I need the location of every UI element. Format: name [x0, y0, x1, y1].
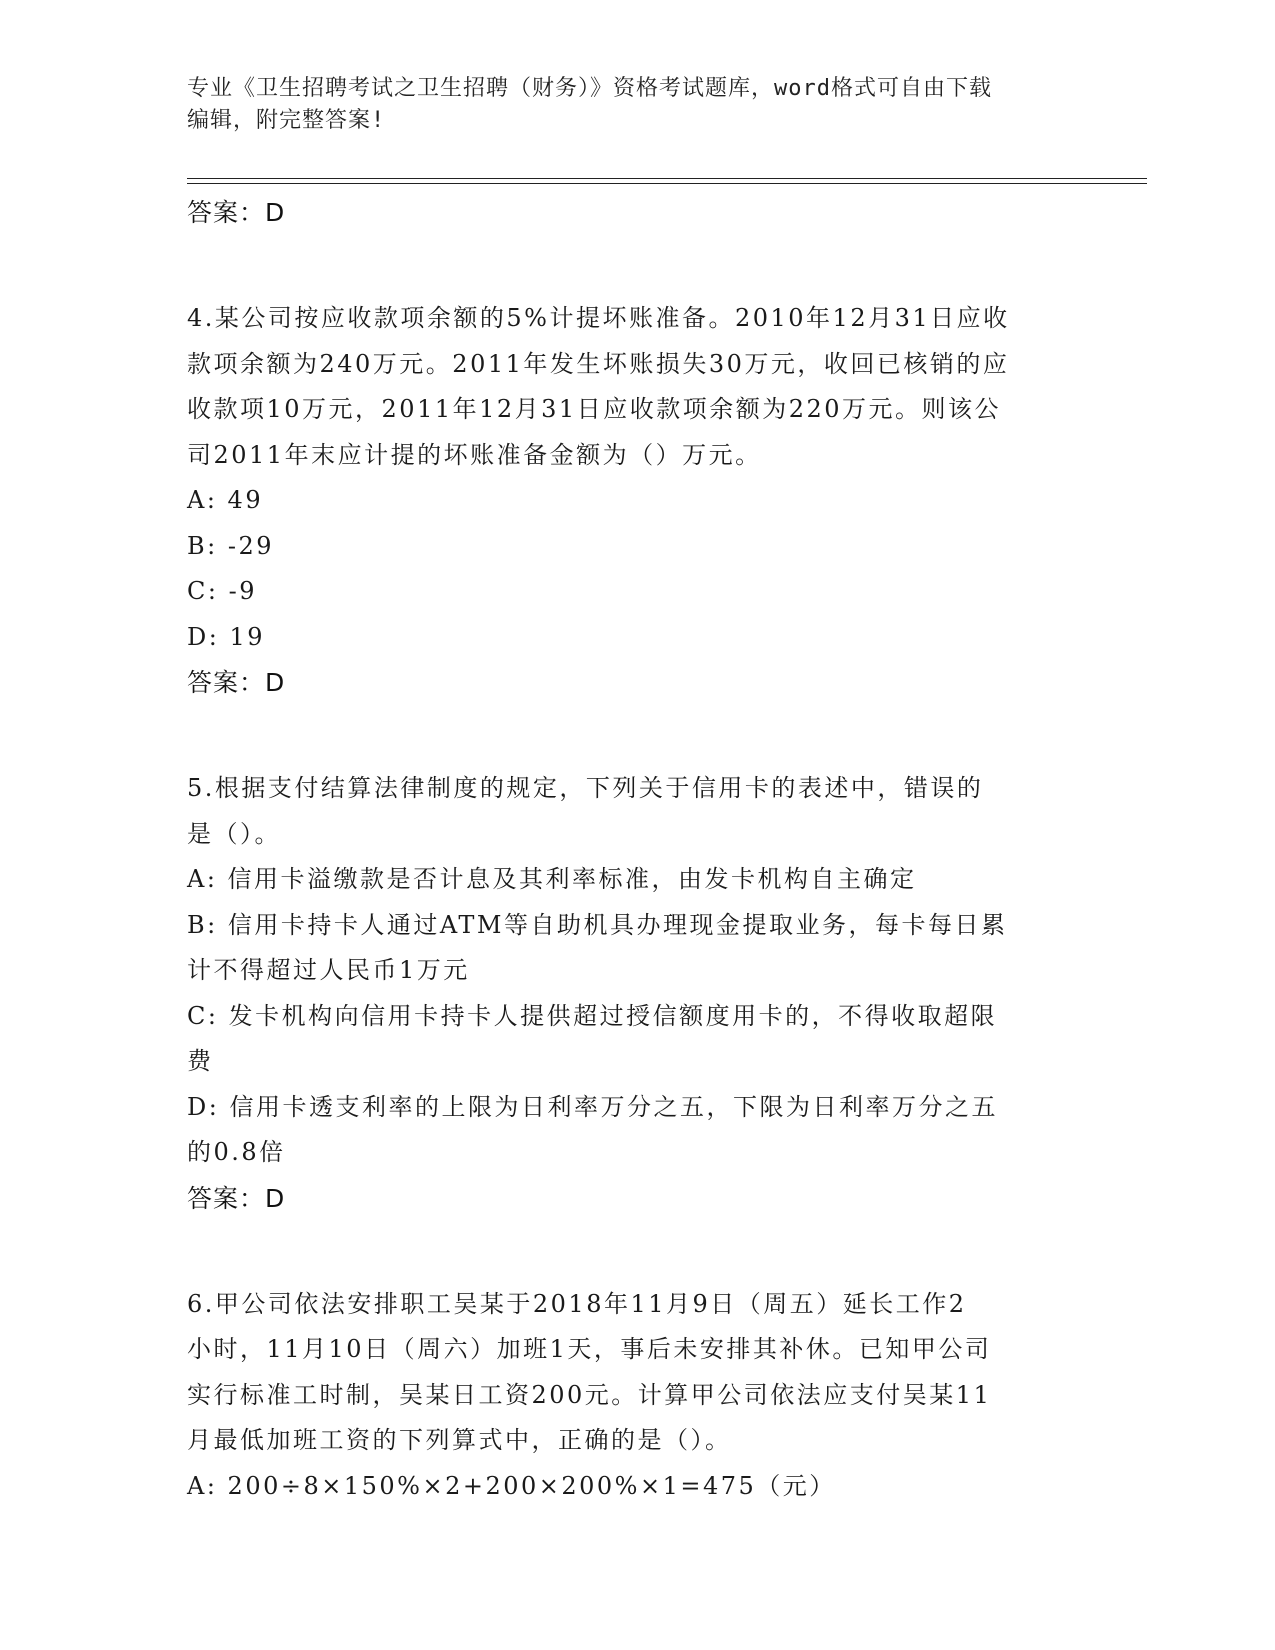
option-a: A: 200÷8×150%×2+200×200%×1=475（元）	[187, 1471, 836, 1500]
header-line-2: 编辑，附完整答案!	[187, 108, 386, 133]
option-d: D: 信用卡透支利率的上限为日利率万分之五，下限为日利率万分之五	[187, 1092, 998, 1121]
spacer	[187, 236, 1087, 296]
option-b: B: 信用卡持卡人通过ATM等自助机具办理现金提取业务，每卡每日累	[187, 910, 1008, 939]
option-a: A: 49	[187, 486, 264, 514]
option-d: D: 19	[187, 622, 265, 651]
answer-line: 答案：D	[187, 198, 286, 227]
spacer	[187, 706, 1087, 766]
question-block	[187, 296, 1087, 706]
option-d-continued: 的0.8倍	[187, 1138, 286, 1166]
question-line: 是（）。	[187, 819, 281, 848]
question-line: 款项余额为240万元。2011年发生坏账损失30万元，收回已核销的应	[187, 349, 1010, 378]
question-line: 实行标准工时制，吴某日工资200元。计算甲公司依法应支付吴某11	[187, 1380, 992, 1409]
question-block	[187, 766, 1087, 1222]
question-block	[187, 1282, 1087, 1510]
option-c: C: -9	[187, 577, 257, 605]
question-line: 司2011年末应计提的坏账准备金额为（）万元。	[187, 440, 762, 469]
option-c-continued: 费	[187, 1047, 214, 1075]
option-b-continued: 计不得超过人民币1万元	[187, 956, 470, 984]
answer-line: 答案：D	[187, 668, 286, 697]
header-rule-top	[187, 178, 1147, 179]
question-line: 小时，11月10日（周六）加班1天，事后未安排其补休。已知甲公司	[187, 1335, 992, 1363]
header-line-1: 专业《卫生招聘考试之卫生招聘（财务）》资格考试题库，word格式可自由下载	[187, 76, 992, 101]
question-line: 4.某公司按应收款项余额的5%计提坏账准备。2010年12月31日应收	[187, 304, 1010, 332]
answer-line: 答案：D	[187, 1183, 286, 1213]
question-line: 5.根据支付结算法律制度的规定，下列关于信用卡的表述中，错误的	[187, 774, 984, 802]
header-rule-bottom	[187, 183, 1147, 184]
question-line: 收款项10万元，2011年12月31日应收款项余额为220万元。则该公	[187, 395, 1002, 423]
option-c: C: 发卡机构向信用卡持卡人提供超过授信额度用卡的，不得收取超限	[187, 1001, 998, 1030]
spacer	[187, 1222, 1087, 1282]
page-header	[187, 73, 1087, 137]
option-a: A: 信用卡溢缴款是否计息及其利率标准，由发卡机构自主确定	[187, 865, 917, 893]
question-line: 月最低加班工资的下列算式中，正确的是（）。	[187, 1426, 732, 1454]
option-b: B: -29	[187, 531, 274, 560]
document-body	[187, 190, 1087, 1509]
question-line: 6.甲公司依法安排职工吴某于2018年11月9日（周五）延长工作2	[187, 1289, 967, 1318]
